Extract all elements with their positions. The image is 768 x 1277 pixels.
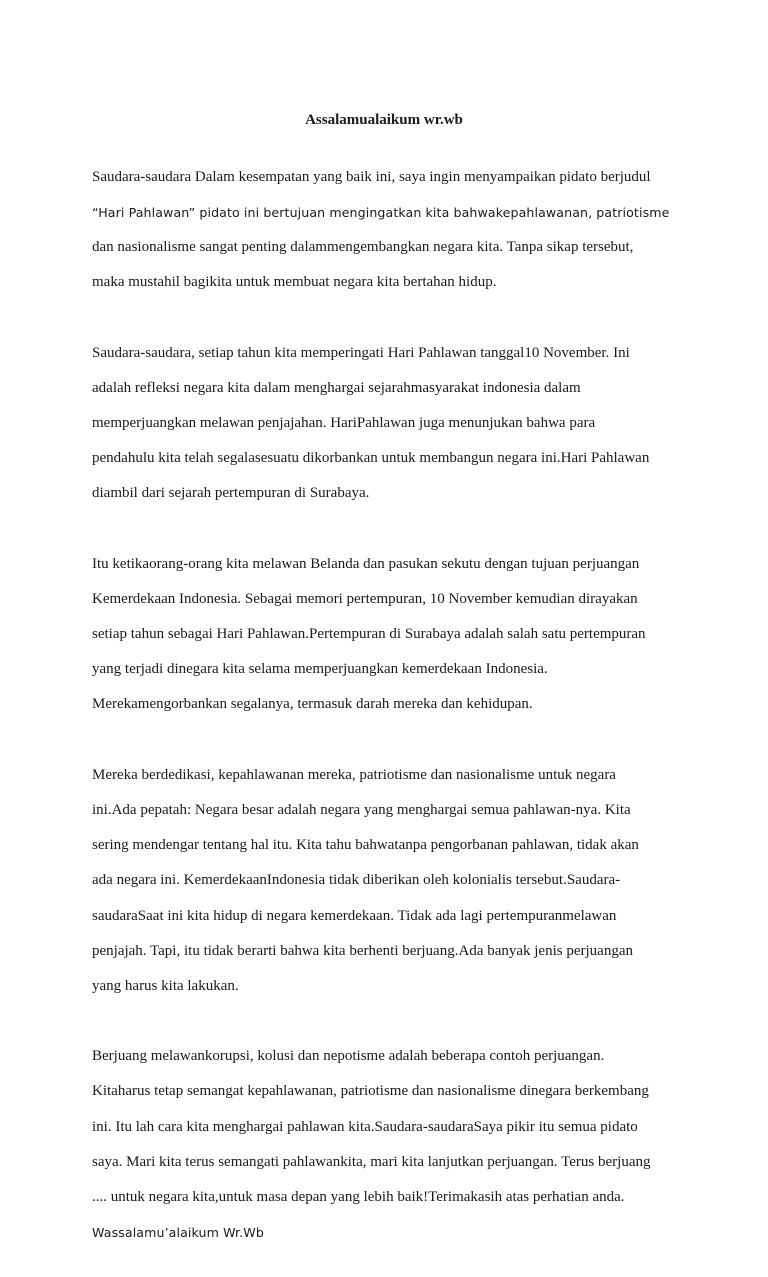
text-line: Merekamengorbankan segalanya, termasuk darah mereka dan kehidupan. bbox=[92, 696, 533, 713]
text-line: Kitaharus tetap semangat kepahlawanan, patriotisme dan nasionalisme dinegara berkembang bbox=[92, 1083, 649, 1100]
text-line: saya. Mari kita terus semangati pahlawankita, mari kita lanjutkan perjuangan. Terus berjuang bbox=[92, 1153, 651, 1170]
text-line: Berjuang melawankorupsi, kolusi dan nepotisme adalah beberapa contoh perjuangan. bbox=[92, 1048, 605, 1065]
text-line: Saudara-saudara Dalam kesempatan yang baik ini, saya ingin menyampaikan pidato berjudul bbox=[92, 168, 651, 185]
text-line: .... untuk negara kita,untuk masa depan yang lebih baik!Terimakasih atas perhatian anda. bbox=[92, 1189, 625, 1206]
text-line: sering mendengar tentang hal itu. Kita tahu bahwatanpa pengorbanan pahlawan, tidak akan bbox=[92, 837, 639, 854]
text-line: diambil dari sejarah pertempuran di Surabaya. bbox=[92, 485, 370, 502]
text-line: maka mustahil bagikita untuk membuat negara kita bertahan hidup. bbox=[92, 274, 497, 291]
text-line: adalah refleksi negara kita dalam menghargai sejarahmasyarakat indonesia dalam bbox=[92, 379, 581, 396]
text-line: ini. Itu lah cara kita menghargai pahlawan kita.Saudara-saudaraSaya pikir itu semua pidato bbox=[92, 1118, 638, 1135]
text-line: dan nasionalisme sangat penting dalammengembangkan negara kita. Tanpa sikap tersebut, bbox=[92, 238, 634, 255]
text-line: Kemerdekaan Indonesia. Sebagai memori pertempuran, 10 November kemudian dirayakan bbox=[92, 590, 638, 607]
text-line: saudaraSaat ini kita hidup di negara kemerdekaan. Tidak ada lagi pertempuranmelawan bbox=[92, 907, 617, 924]
paragraph-5 bbox=[92, 1031, 682, 1260]
text-line: pendahulu kita telah segalasesuatu dikorbankan untuk membangun negara ini.Hari Pahlawan bbox=[92, 450, 650, 467]
text-line: setiap tahun sebagai Hari Pahlawan.Pertempuran di Surabaya adalah salah satu pertempuran bbox=[92, 626, 646, 643]
document-title: Assalamualaikum wr.wb bbox=[305, 112, 463, 128]
text-line: “Hari Pahlawan” pidato ini bertujuan mengingatkan kita bahwakepahlawanan, patriotisme bbox=[92, 204, 670, 220]
text-line: Mereka berdedikasi, kepahlawanan mereka, patriotisme dan nasionalisme untuk negara bbox=[92, 766, 616, 783]
paragraph-2 bbox=[92, 327, 682, 521]
paragraph-4 bbox=[92, 749, 682, 1013]
paragraph-3 bbox=[92, 538, 682, 732]
text-line: yang terjadi dinegara kita selama memperjuangkan kemerdekaan Indonesia. bbox=[92, 661, 548, 678]
text-line: ini.Ada pepatah: Negara besar adalah negara yang menghargai semua pahlawan-nya. Kita bbox=[92, 801, 631, 818]
text-line: penjajah. Tapi, itu tidak berarti bahwa kita berhenti berjuang.Ada banyak jenis perjuangan bbox=[92, 942, 633, 959]
text-line: Wassalamu’alaikum Wr.Wb bbox=[92, 1225, 264, 1241]
text-line: Itu ketikaorang-orang kita melawan Belanda dan pasukan sekutu dengan tujuan perjuangan bbox=[92, 555, 640, 572]
text-line: Saudara-saudara, setiap tahun kita memperingati Hari Pahlawan tanggal10 November. Ini bbox=[92, 344, 630, 361]
text-line: yang harus kita lakukan. bbox=[92, 977, 239, 994]
text-line: ada negara ini. KemerdekaanIndonesia tidak diberikan oleh kolonialis tersebut.Saudara- bbox=[92, 872, 621, 889]
paragraph-1 bbox=[92, 151, 682, 309]
document-body bbox=[92, 151, 682, 1277]
text-line: memperjuangkan melawan penjajahan. HariPahlawan juga menunjukan bahwa para bbox=[92, 414, 596, 431]
